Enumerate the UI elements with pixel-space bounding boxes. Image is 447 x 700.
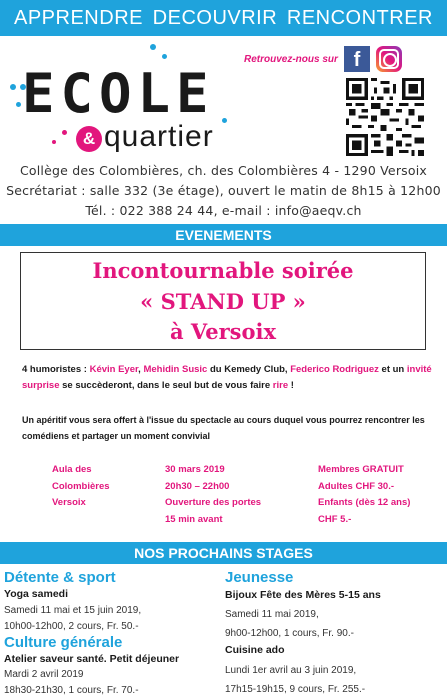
social-text: Retrouvez-nous sur [244, 53, 338, 65]
event-title-line1: Incontournable soirée [92, 258, 354, 283]
stage-category-culture: Culture générale [4, 634, 123, 651]
price-line: Membres GRATUIT [318, 464, 404, 475]
logo-dot [10, 84, 16, 90]
performer-name: invité surprise [22, 364, 432, 391]
banner-word-apprendre: APPRENDRE [14, 6, 143, 29]
stage-detail: Samedi 11 mai 2019, [225, 609, 319, 620]
logo-dot [62, 130, 67, 135]
event-date [165, 462, 261, 536]
banner-word-rencontrer: RENCONTRER [286, 6, 433, 29]
stage-detail: 9h00-12h00, 1 cours, Fr. 90.- [225, 628, 354, 639]
stage-detail: Samedi 11 mai et 15 juin 2019, [4, 605, 142, 616]
performer-name: Federico Rodriguez [290, 364, 379, 375]
social-links [244, 46, 402, 72]
event-title-line3: à Versoix [169, 319, 277, 344]
logo-dot [150, 44, 156, 50]
stage-title-atelier: Atelier saveur santé. Petit déjeuner [4, 653, 180, 665]
stage-category-jeunesse: Jeunesse [225, 569, 294, 586]
logo-dot [222, 118, 227, 123]
instagram-icon[interactable] [376, 46, 402, 72]
place-line: Aula des [52, 464, 92, 475]
performer-name: Mehidin Susic [143, 364, 208, 375]
date-line: Ouverture des portes [165, 497, 262, 508]
logo-dot [162, 54, 167, 59]
top-banner [0, 0, 447, 36]
event-title-box [20, 252, 426, 350]
stage-title-bijoux: Bijoux Fête des Mères 5-15 ans [225, 589, 381, 601]
event-description-aperitif: Un apéritif vous sera offert à l'issue du spectacle au cours duquel vous pourrez rencontrer les comédiens et partager un moment convivial [22, 415, 425, 441]
desc-text: du Kemedy Club, [207, 364, 291, 375]
price-line: CHF 5.- [318, 513, 352, 525]
logo-dot [52, 140, 56, 144]
contact-phone-email: Tél. : 022 388 24 44, e-mail : info@aeqv.ch [85, 203, 362, 218]
desc-text: 4 humoristes : [22, 364, 90, 375]
desc-highlight: rire [272, 380, 289, 391]
logo-dot [16, 102, 21, 107]
stage-category-detente: Détente & sport [4, 569, 116, 586]
date-line: 20h30 – 22h00 [165, 480, 230, 492]
ecole-quartier-logo [22, 44, 232, 154]
desc-text: se succèderont, dans le seul but de vous faire [59, 380, 273, 391]
logo-quartier: quartier [104, 120, 214, 153]
performer-name: Kévin Eyer [89, 364, 139, 375]
banner-word-decouvrir: DECOUVRIR [152, 6, 278, 29]
logo-word: ECOLE [22, 62, 215, 125]
qr-code [346, 78, 424, 156]
stage-detail: 17h15-19h15, 9 cours, Fr. 255.- [225, 684, 366, 695]
stage-detail: 18h30-21h30, 1 cours, Fr. 70.- [4, 685, 139, 696]
events-title-bar: EVENEMENTS [0, 224, 447, 246]
price-line: Adultes CHF 30.- [318, 480, 395, 492]
place-line: Colombières [52, 480, 110, 492]
stage-title-yoga: Yoga samedi [4, 588, 68, 600]
stage-detail: 10h00-12h00, 2 cours, Fr. 50.- [4, 621, 139, 632]
contact-address: Collège des Colombières, ch. des Colombières 4 - 1290 Versoix [19, 163, 427, 178]
desc-text: et un [378, 364, 407, 375]
event-title-line2: « STAND UP » [140, 289, 306, 314]
event-place [52, 462, 110, 536]
event-prices [318, 462, 410, 536]
event-description-performers [22, 362, 432, 394]
date-line: 30 mars 2019 [165, 464, 225, 475]
place-line: Versoix [52, 497, 86, 508]
logo-ampersand: & [76, 126, 102, 152]
price-line: Enfants (dès 12 ans) [318, 497, 411, 508]
desc-text: , [138, 364, 144, 375]
facebook-icon[interactable]: f [344, 46, 370, 72]
stage-title-cuisine: Cuisine ado [225, 644, 285, 656]
stages-title-bar: NOS PROCHAINS STAGES [0, 542, 447, 564]
date-line: 15 min avant [165, 513, 223, 525]
contact-secretariat: Secrétariat : salle 332 (3e étage), ouvert le matin de 8h15 à 12h00 [6, 183, 441, 198]
stage-detail: Mardi 2 avril 2019 [4, 669, 84, 680]
desc-text: ! [288, 380, 294, 391]
stage-detail: Lundi 1er avril au 3 juin 2019, [225, 665, 357, 676]
